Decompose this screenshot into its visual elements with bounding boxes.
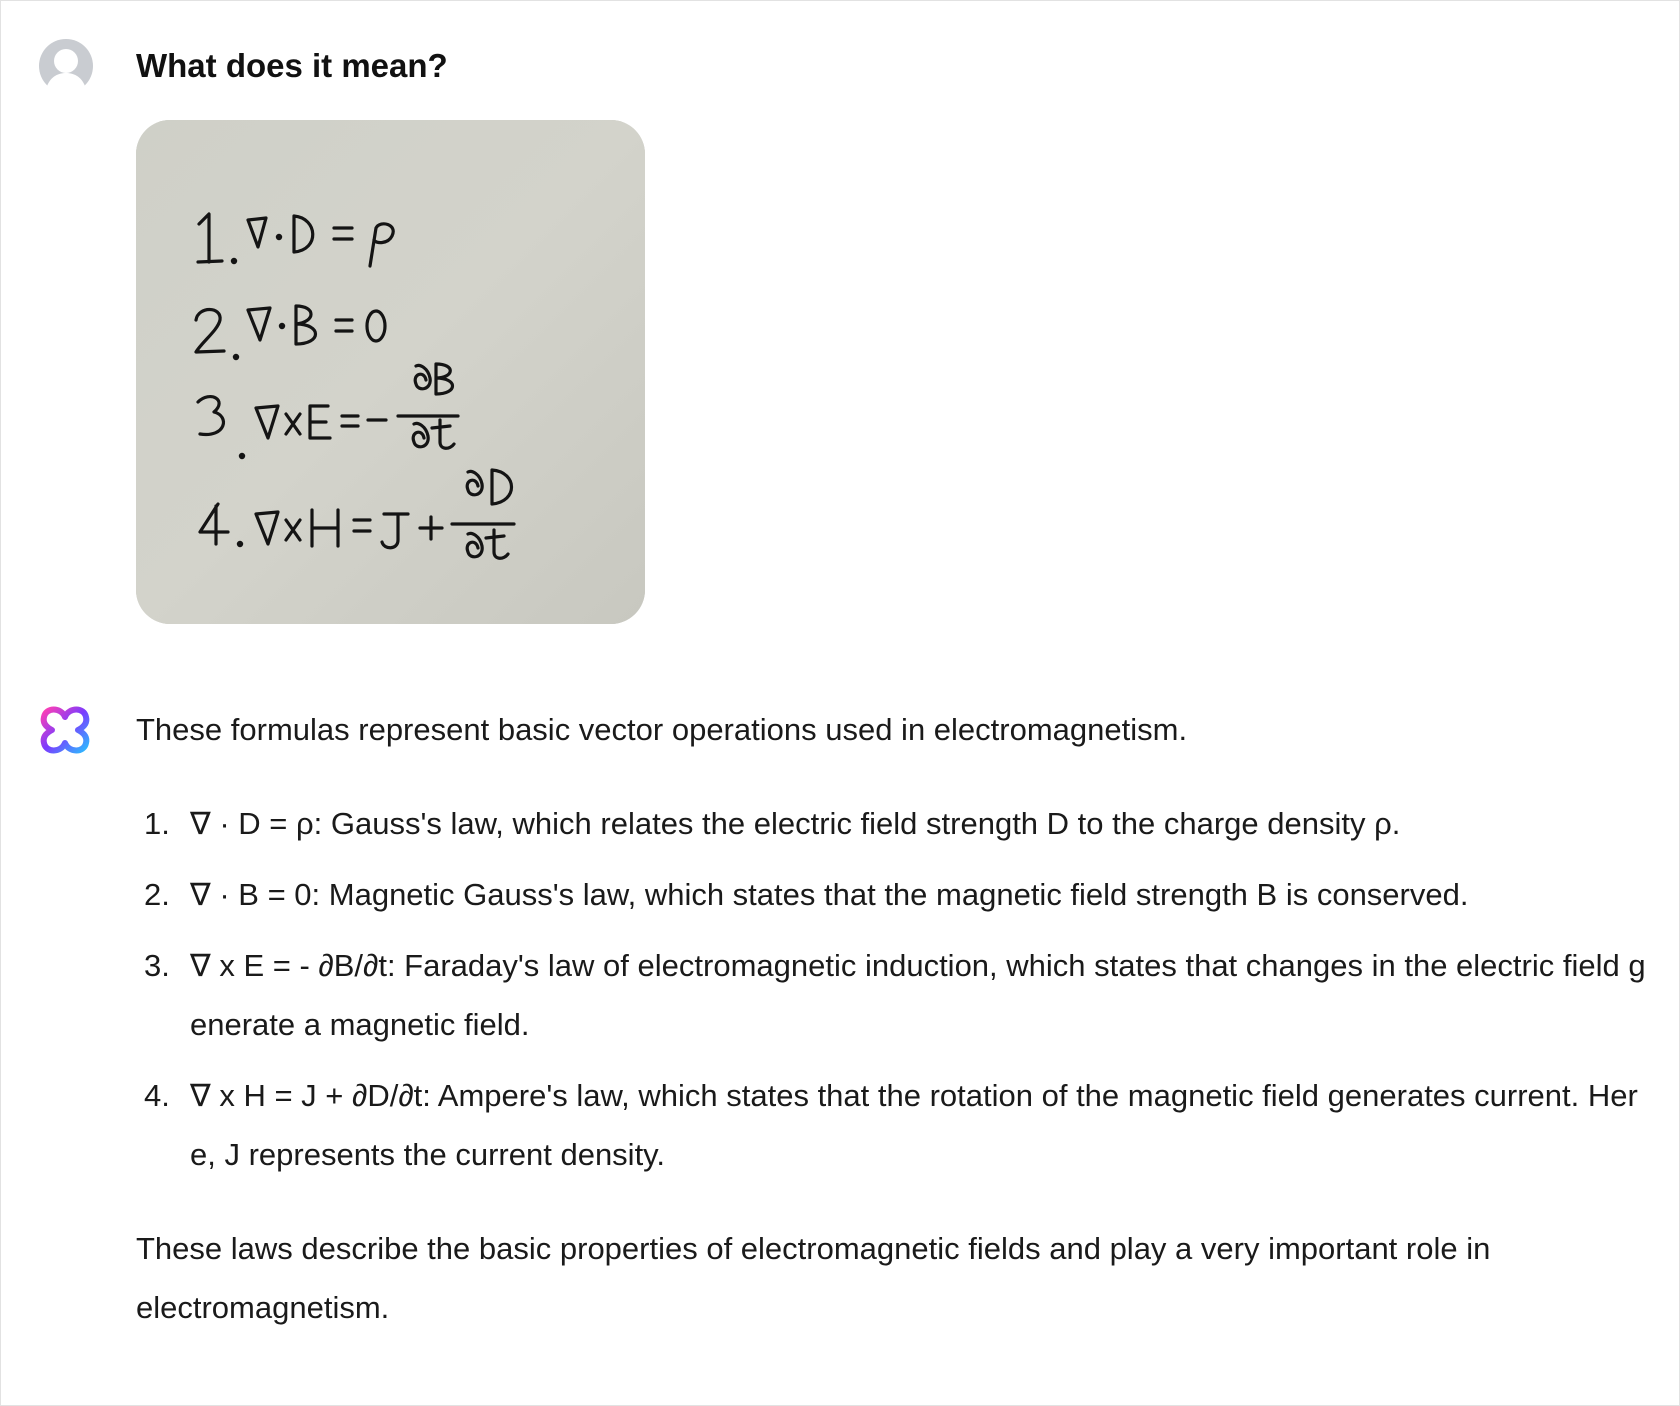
list-item-text: ∇ · B = 0: Magnetic Gauss's law, which states that the magnetic field strength B is conserved.	[190, 877, 1469, 912]
assistant-message	[136, 700, 1656, 1337]
assistant-outro: These laws describe the basic properties of electromagnetic fields and play a very important role in electromagnetism.	[136, 1231, 1491, 1325]
assistant-logo-icon	[38, 703, 92, 757]
list-item-text: ∇ · D = ρ: Gauss's law, which relates the electric field strength D to the charge density ρ.	[190, 806, 1401, 841]
list-item	[136, 936, 1656, 1054]
list-number: 2.	[144, 877, 170, 912]
handwritten-equations-image	[136, 120, 645, 624]
list-number: 3.	[144, 948, 170, 983]
explanation-list	[136, 794, 1656, 1184]
list-item	[136, 1066, 1656, 1184]
list-item-text: ∇ x H = J + ∂D/∂t: Ampere's law, which states that the rotation of the magnetic field generates current. Here, J represents the current density.	[190, 1078, 1638, 1172]
list-item	[136, 794, 1656, 853]
list-number: 1.	[144, 806, 170, 841]
assistant-intro: These formulas represent basic vector operations used in electromagnetism.	[136, 712, 1188, 747]
list-number: 4.	[144, 1078, 170, 1113]
list-item	[136, 865, 1656, 924]
list-item-text: ∇ x E = - ∂B/∂t: Faraday's law of electromagnetic induction, which states that changes in the electric field generate a magnetic field.	[190, 948, 1646, 1042]
user-avatar-icon	[38, 38, 94, 94]
attached-image[interactable]	[136, 120, 645, 624]
user-question: What does it mean?	[136, 47, 448, 84]
